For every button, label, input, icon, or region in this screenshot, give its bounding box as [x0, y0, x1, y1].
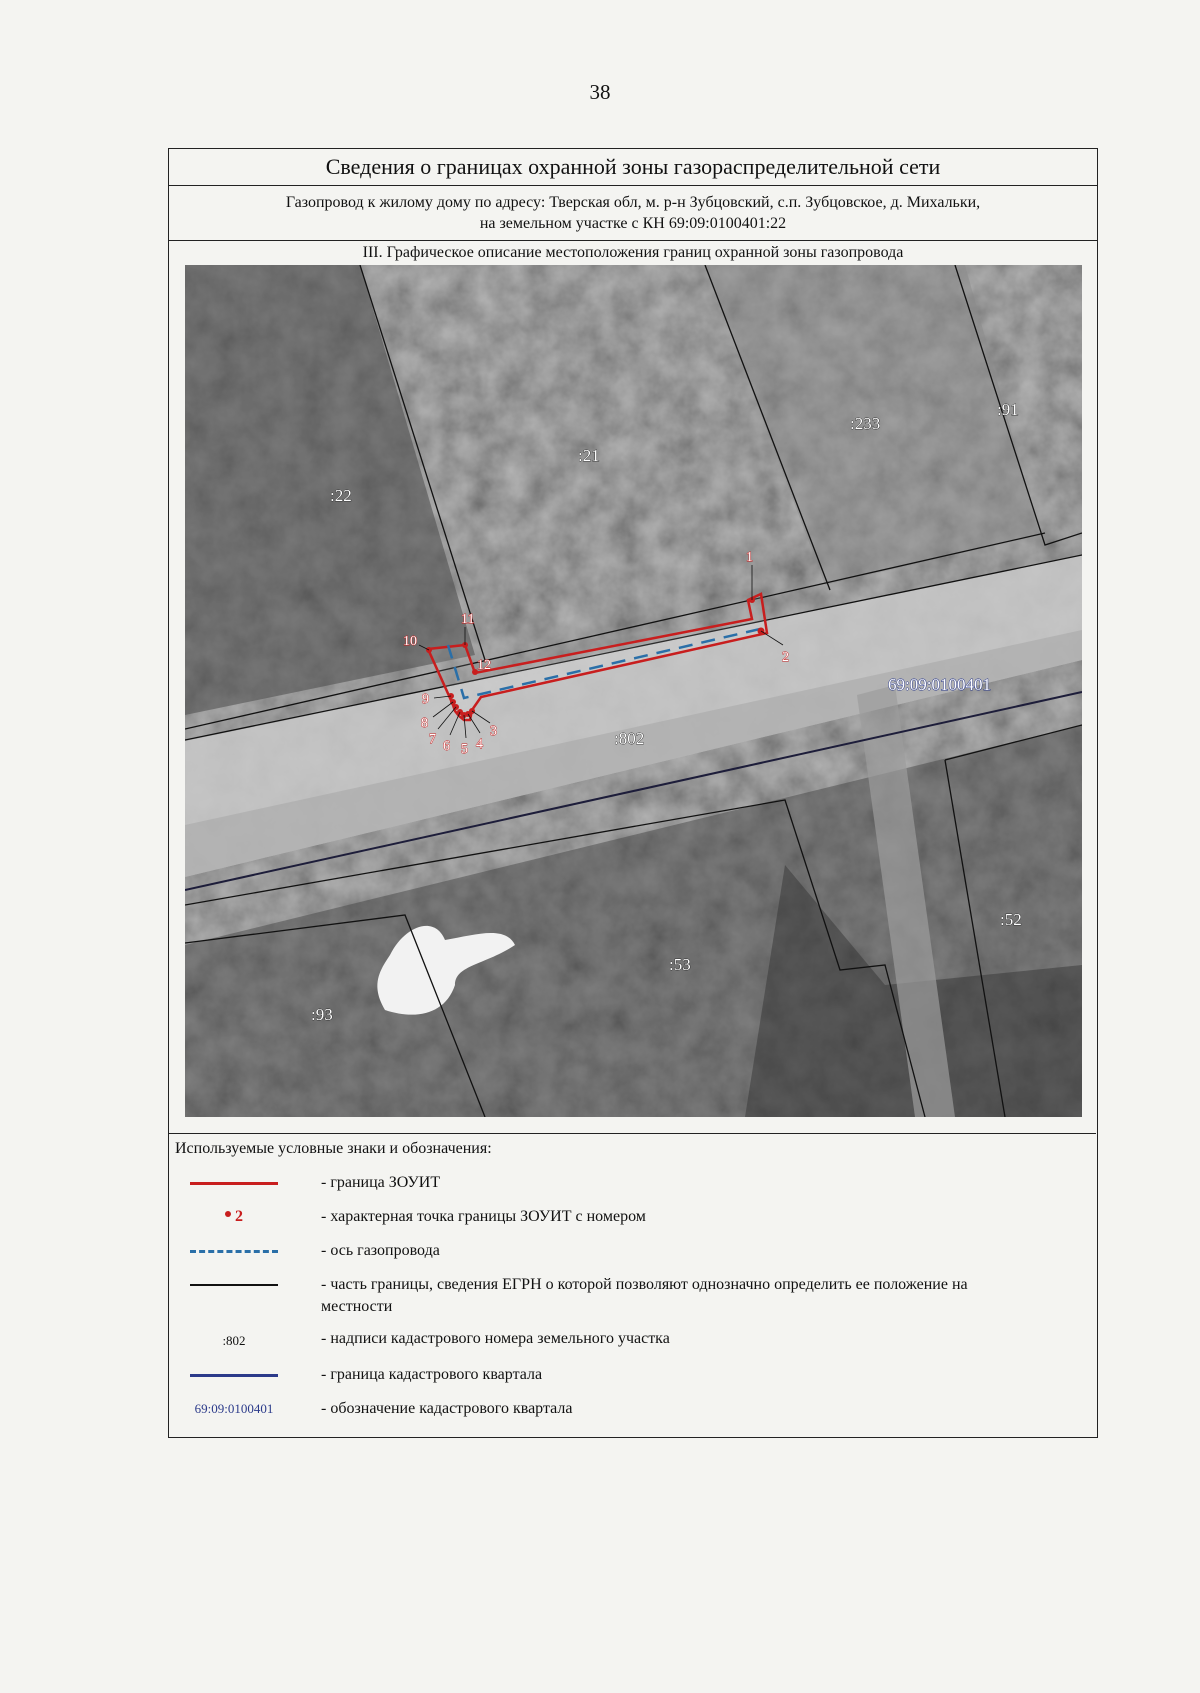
map-canvas	[185, 265, 1082, 1117]
section-title: III. Графическое описание местоположения границ охранной зоны газопровода	[362, 244, 904, 261]
legend	[169, 1133, 1096, 1438]
legend-quarter-label-sample: 69:09:0100401	[194, 1401, 274, 1416]
legend-symbol-navy-line	[179, 1360, 289, 1390]
point-label-7: 7	[429, 732, 436, 747]
legend-symbol-black-line	[179, 1270, 289, 1300]
document-title: Сведения о границах охранной зоны газораспределительной сети	[169, 149, 1097, 186]
legend-symbol-text-label	[179, 1326, 289, 1356]
parcel-label-53: :53	[669, 955, 691, 974]
legend-text: - обозначение кадастрового квартала	[321, 1400, 573, 1417]
point-label-10: 10	[403, 634, 417, 649]
parcel-label-802: :802	[614, 729, 645, 748]
cadastral-quarter-label: 69:09:0100401	[888, 675, 991, 694]
legend-symbol-navy-text	[179, 1394, 289, 1424]
legend-symbol-red-point	[179, 1202, 289, 1232]
point-label-6: 6	[443, 739, 450, 754]
subtitle-line-1: Газопровод к жилому дому по адресу: Тверская обл, м. р-н Зубцовский, с.п. Зубцовское, д. Михальки,	[285, 194, 981, 211]
point-label-5: 5	[461, 742, 468, 757]
point-label-11: 11	[461, 612, 475, 627]
legend-text: - характерная точка границы ЗОУИТ с номером	[321, 1208, 646, 1225]
parcel-label-93: :93	[311, 1005, 333, 1024]
page-number: 38	[589, 80, 611, 104]
legend-symbol-red-line	[179, 1168, 289, 1198]
legend-symbol-dashed-line	[179, 1236, 289, 1266]
point-label-3: 3	[490, 724, 497, 739]
point-label-4: 4	[476, 737, 483, 752]
parcel-label-52: :52	[1000, 910, 1022, 929]
parcel-label-21: :21	[578, 446, 600, 465]
point-label-9: 9	[422, 692, 429, 707]
legend-parcel-label-sample: :802	[222, 1333, 246, 1348]
document-subtitle	[169, 186, 1097, 241]
legend-text: - надписи кадастрового номера земельного участка	[321, 1330, 670, 1347]
subtitle-line-2: на земельном участке с КН 69:09:0100401:22	[479, 215, 787, 232]
point-label-8: 8	[421, 716, 428, 731]
parcel-label-91: :91	[997, 400, 1019, 419]
legend-title: Используемые условные знаки и обозначения:	[175, 1140, 492, 1157]
legend-point-number: 2	[235, 1208, 243, 1225]
aerial-map	[185, 265, 1082, 1117]
legend-text: - часть границы, сведения ЕГРН о которой позволяют однозначно определить ее положение на местности	[321, 1276, 968, 1315]
document-frame	[168, 148, 1098, 1438]
parcel-label-233: :233	[850, 414, 881, 433]
point-label-1: 1	[746, 550, 753, 565]
legend-text: - ось газопровода	[321, 1242, 440, 1259]
legend-text: - граница кадастрового квартала	[321, 1366, 543, 1383]
parcel-label-22: :22	[330, 486, 352, 505]
point-label-12: 12	[477, 658, 491, 673]
legend-text: - граница ЗОУИТ	[321, 1174, 441, 1191]
point-label-2: 2	[782, 650, 789, 665]
